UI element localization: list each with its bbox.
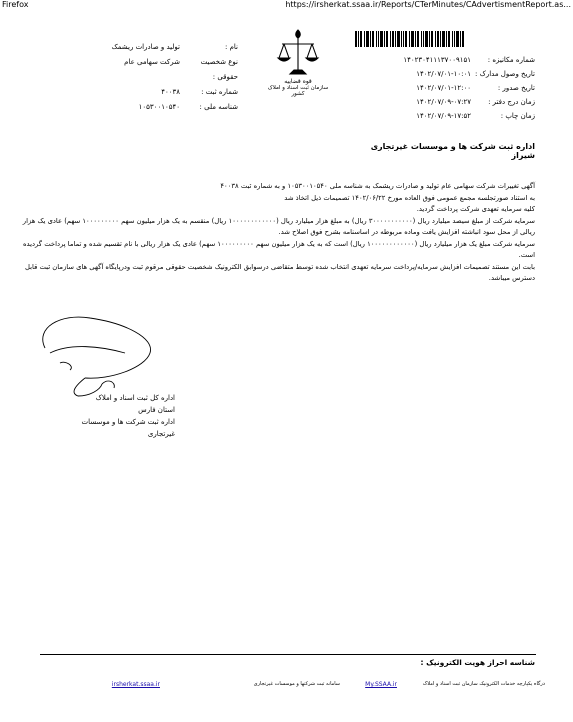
emblem-caption-bottom: سازمان ثبت اسناد و املاک کشور bbox=[267, 85, 329, 97]
footer-text: درگاه یکپارچه خدمات الکترونیک سازمان ثبت اسناد و املاک bbox=[422, 681, 545, 687]
footer-links bbox=[90, 681, 545, 693]
tracking-label: شماره مکانیزه : bbox=[487, 56, 535, 64]
tracking-value: ۱۴۰۲/۰۷/۰۱-۱۲:۰۰ bbox=[416, 84, 471, 92]
tracking-row bbox=[355, 53, 535, 67]
footer-divider bbox=[40, 654, 536, 655]
tracking-label: زمان چاپ : bbox=[500, 112, 535, 120]
company-value: شرکت سهامی عام bbox=[124, 58, 180, 66]
body-paragraph: به استناد صورتجلسه مجمع عمومی فوق العاده مورخ ۱۴۰۲/۰۶/۲۲ تصمیمات ذیل اتخاذ شد bbox=[284, 193, 535, 202]
irsherkat-link[interactable]: irsherkat.ssaa.ir bbox=[111, 681, 160, 688]
tracking-row bbox=[355, 109, 535, 123]
tracking-row bbox=[355, 95, 535, 109]
emblem-caption-top: قوه قضاییه bbox=[284, 78, 312, 85]
body-paragraph: کلیه سرمایه تعهدی شرکت پرداخت گردید. bbox=[416, 205, 535, 213]
company-row bbox=[88, 55, 238, 85]
barcode bbox=[355, 31, 465, 47]
browser-name: Firefox bbox=[2, 0, 29, 9]
company-info bbox=[88, 40, 238, 115]
tracking-value: ۱۴۰۲/۰۷/۰۹-۱۷:۵۲ bbox=[416, 112, 471, 120]
announcement-body bbox=[15, 181, 535, 285]
body-paragraph: آگهی تغییرات شرکت سهامی عام تولید و صادرات ریشمک به شناسه ملی ۱۰۵۳۰۰۱۰۵۴۰ و به شماره ثبت ۴۰۰۳۸ bbox=[220, 182, 535, 190]
tracking-value: ۱۴۰۲۳۰۴۱۱۱۳۷۰۰۹۱۵۱ bbox=[403, 56, 471, 64]
footer-title: شناسه احراز هویت الکترونیک : bbox=[420, 658, 535, 667]
company-value: تولید و صادرات ریشمک bbox=[111, 43, 180, 51]
company-label: شناسه ملی : bbox=[199, 103, 238, 111]
scales-of-justice-icon bbox=[276, 28, 320, 78]
signatory-line: اداره کل ثبت اسناد و املاک استان فارس bbox=[95, 394, 175, 414]
document-heading: اداره ثبت شرکت ها و موسسات غیرتجاری شیراز bbox=[370, 142, 535, 160]
handwritten-signature bbox=[30, 308, 165, 398]
body-paragraph: بابت این مستند تصمیمات افزایش سرمایه/پرداخت سرمایه تعهدی انتخاب شده توسط متقاضی درسوابق الکترونیک شخصیت حقوقی مرقوم ثبت ودرپایگاه آگهی های سازمان ثبت قابل دسترس میباشد. bbox=[24, 262, 535, 282]
tracking-label: تاریخ صدور : bbox=[497, 84, 535, 92]
company-label: شماره ثبت : bbox=[201, 88, 238, 96]
signatory-block bbox=[80, 392, 175, 440]
body-paragraph: سرمایه شرکت از مبلغ سیصد میلیارد ریال (۳۰۰۰۰۰۰۰۰۰۰۰ ریال) به مبلغ هزار میلیارد ریال (۱۰۰۰۰۰۰۰۰۰۰۰۰ ریال) منقسم به یک هزار میلیون سهم ۱۰۰۰۰۰۰۰۰۰ سهم) عادی یک هزار ریالی از محل سود انباشته افزایش یافت وماده مربوطه در اساسنامه بشرح فوق اصلاح شد. bbox=[22, 216, 535, 236]
company-row bbox=[88, 100, 238, 115]
company-row bbox=[88, 40, 238, 55]
tracking-info bbox=[355, 53, 535, 123]
tracking-row bbox=[355, 81, 535, 95]
tracking-row bbox=[355, 67, 535, 81]
company-row bbox=[88, 85, 238, 100]
signatory-line: اداره ثبت شرکت ها و موسسات غیرتجاری bbox=[81, 418, 175, 438]
tracking-value: ۱۴۰۲/۰۷/۰۱-۱۰:۰۱ bbox=[416, 70, 471, 78]
tracking-label: زمان درج دفتر : bbox=[488, 98, 535, 106]
company-label: نام : bbox=[225, 43, 238, 51]
browser-title-bar bbox=[0, 0, 573, 12]
company-value: ۱۰۵۳۰۰۱۰۵۴۰ bbox=[138, 103, 180, 111]
judiciary-emblem bbox=[266, 28, 330, 106]
footer-text: سامانه ثبت شرکتها و موسسات غیرتجاری bbox=[253, 681, 340, 687]
body-paragraph: سرمایه شرکت مبلغ یک هزار میلیارد ریال (۱۰۰۰۰۰۰۰۰۰۰۰۰ ریال) است که به یک هزار میلیون سهم ۱۰۰۰۰۰۰۰۰۰ سهم) عادی یک هزار ریالی با نام تقسیم شده و تماما پرداخت گردیده است. bbox=[23, 239, 535, 259]
my-ssaa-link[interactable]: My.SSAA.ir bbox=[365, 681, 397, 688]
company-value: ۴۰۰۳۸ bbox=[161, 88, 180, 96]
page-url[interactable]: https://irsherkat.ssaa.ir/Reports/CTerMinutes/CAdvertismentReport.as... bbox=[285, 0, 571, 9]
company-label: نوع شخصیت حقوقی : bbox=[200, 58, 238, 81]
tracking-label: تاریخ وصول مدارک : bbox=[474, 70, 535, 78]
tracking-value: ۱۴۰۲/۰۷/۰۹-۰۷:۲۷ bbox=[416, 98, 471, 106]
